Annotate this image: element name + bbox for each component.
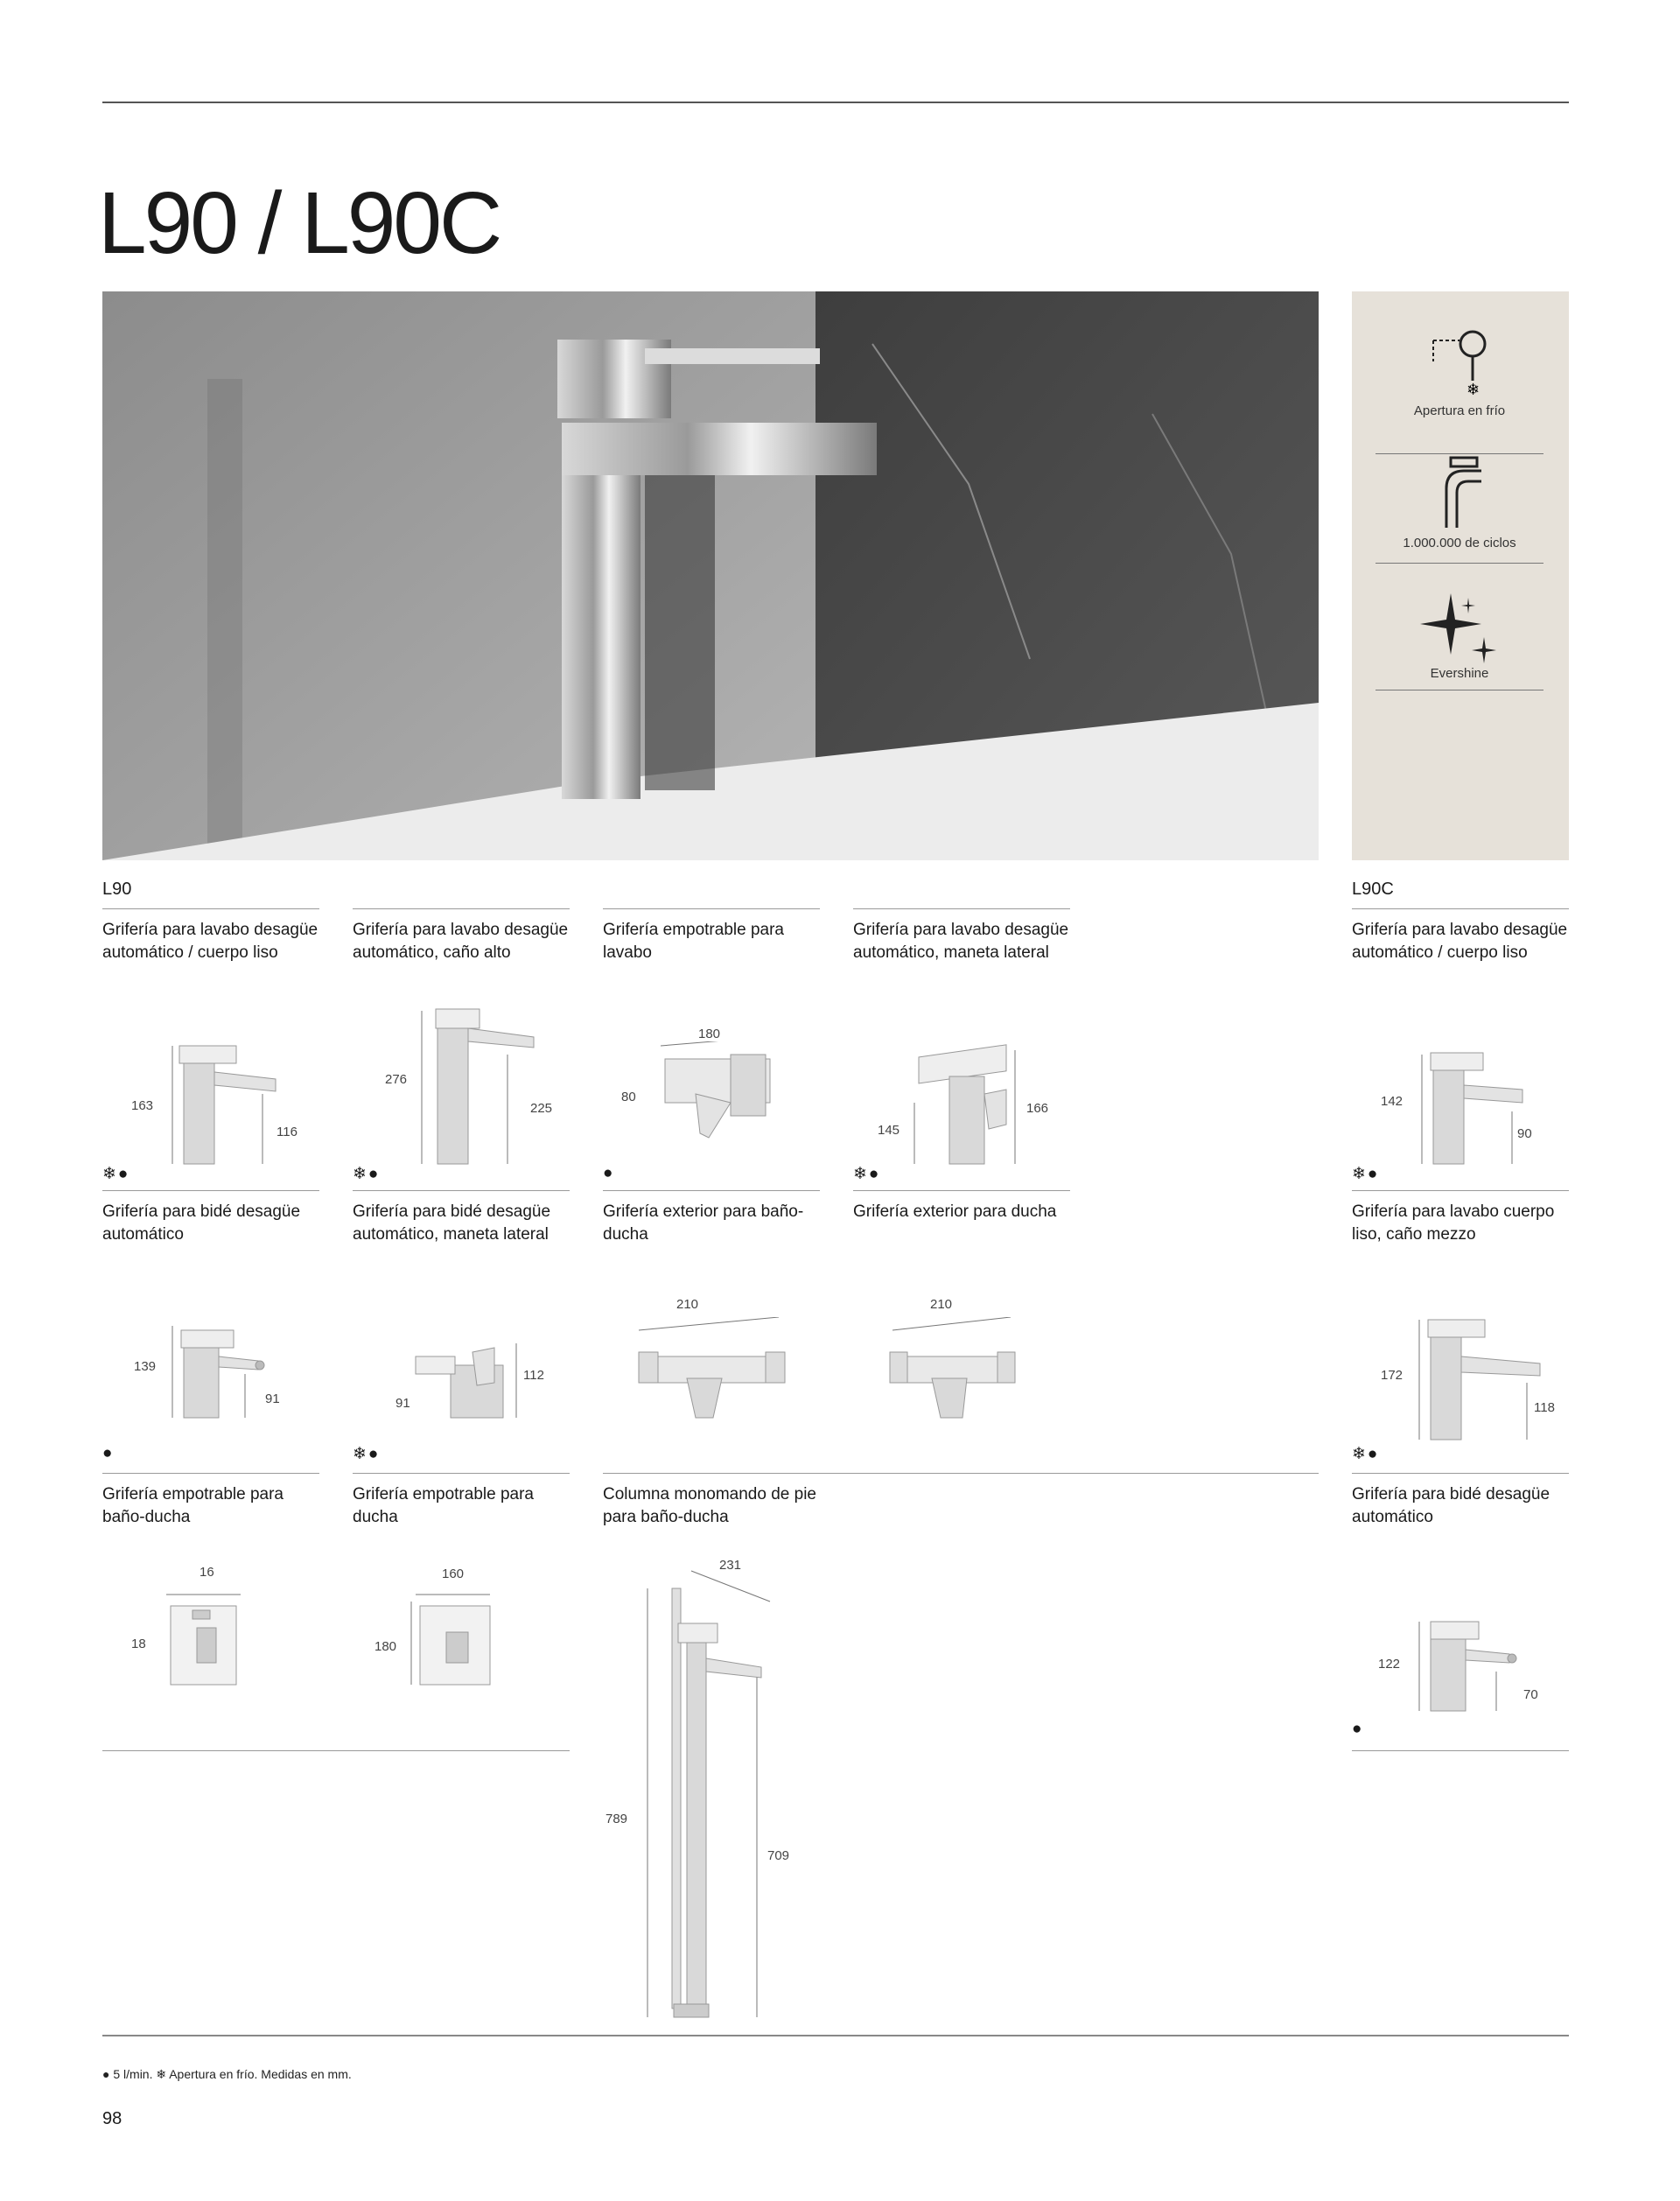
product-drawing xyxy=(1409,1615,1531,1715)
row-rule xyxy=(353,1190,570,1191)
row-rule xyxy=(1352,908,1569,909)
dimension-label: 139 xyxy=(134,1359,157,1374)
product-title: Grifería exterior para ducha xyxy=(853,1202,1057,1221)
dimension-label: 163 xyxy=(131,1098,154,1113)
product-drawing xyxy=(652,1041,783,1146)
dimension-label: 709 xyxy=(767,1848,790,1863)
row-rule xyxy=(603,1190,820,1191)
dimension-label: 210 xyxy=(676,1297,699,1312)
feature-label: 1.000.000 de ciclos xyxy=(1403,536,1516,550)
product-title: Grifería empotrable para ducha xyxy=(353,1485,534,1526)
product-drawing xyxy=(906,1041,1037,1168)
row-rule xyxy=(102,1473,319,1474)
product-drawing xyxy=(162,1037,284,1168)
product-drawing xyxy=(158,1593,254,1689)
product-feature-icons: ❄● xyxy=(353,1165,381,1183)
dimension-label: 145 xyxy=(878,1123,900,1138)
footer-note: ● 5 l/min. ❄ Apertura en frío. Medidas en mm. xyxy=(102,2067,352,2081)
product-title: Grifería para lavabo desagüe automático, maneta lateral xyxy=(853,921,1069,962)
product-drawing xyxy=(1409,1046,1531,1168)
product-drawing xyxy=(407,1335,529,1426)
row-rule xyxy=(1352,1190,1569,1191)
dimension-label: 180 xyxy=(698,1027,721,1041)
dimension-label: 172 xyxy=(1381,1368,1404,1383)
row-rule xyxy=(102,1190,319,1191)
dimension-label: 91 xyxy=(265,1391,280,1406)
dimension-label: 210 xyxy=(930,1297,953,1312)
product-title: Grifería exterior para baño-ducha xyxy=(603,1202,804,1244)
row-rule xyxy=(603,908,820,909)
product-title: Grifería para lavabo cuerpo liso, caño mezzo xyxy=(1352,1202,1555,1244)
cold-start-icon xyxy=(1424,326,1494,395)
product-feature-icons: ❄● xyxy=(853,1165,881,1183)
product-title: Grifería para bidé desagüe automático xyxy=(1352,1485,1550,1526)
product-feature-icons: ❄● xyxy=(1352,1445,1380,1463)
row-rule xyxy=(853,1190,1070,1191)
product-title: Grifería para lavabo desagüe automático / cuerpo liso xyxy=(1352,921,1568,962)
footer-note-text: 5 l/min. ❄ Apertura en frío. Medidas en mm. xyxy=(113,2067,352,2081)
dimension-label: 90 xyxy=(1517,1126,1532,1141)
dimension-label: 231 xyxy=(719,1558,742,1573)
top-rule xyxy=(102,102,1569,103)
dimension-label: 112 xyxy=(523,1368,544,1383)
series-label-l90c: L90C xyxy=(1352,880,1394,899)
row-rule xyxy=(102,1750,570,1751)
product-feature-icons: ● xyxy=(603,1164,615,1182)
dimension-label: 80 xyxy=(621,1090,636,1104)
feature-cycles xyxy=(1376,453,1544,550)
series-label-l90: L90 xyxy=(102,880,132,899)
row-rule xyxy=(1352,1473,1569,1474)
product-title: Grifería para bidé desagüe automático, maneta lateral xyxy=(353,1202,551,1244)
faucet-cycles-icon xyxy=(1429,453,1490,532)
row-rule xyxy=(603,1473,1319,1474)
feature-label: Evershine xyxy=(1430,666,1489,681)
dimension-label: 789 xyxy=(606,1812,628,1826)
dimension-label: 166 xyxy=(1026,1101,1049,1116)
dimension-label: 70 xyxy=(1523,1687,1538,1702)
product-title: Grifería empotrable para baño-ducha xyxy=(102,1485,284,1526)
dimension-label: 91 xyxy=(396,1396,410,1411)
bottom-rule xyxy=(102,2035,1569,2036)
product-title: Grifería para lavabo desagüe automático, caño alto xyxy=(353,921,569,962)
product-feature-icons: ● xyxy=(102,1444,115,1462)
dimension-label: 160 xyxy=(442,1567,465,1581)
product-title: Grifería empotrable para lavabo xyxy=(603,921,784,962)
row-rule xyxy=(102,908,319,909)
row-rule xyxy=(353,1473,570,1474)
product-drawing xyxy=(407,1593,503,1689)
product-title: Grifería para lavabo desagüe automático / cuerpo liso xyxy=(102,921,318,962)
dimension-label: 18 xyxy=(131,1637,146,1651)
page-number: 98 xyxy=(102,2109,122,2128)
product-title: Columna monomando de pie para baño-ducha xyxy=(603,1485,816,1526)
svg-text:❄: ❄ xyxy=(1466,381,1480,395)
product-drawing xyxy=(1409,1313,1549,1444)
product-drawing xyxy=(634,1317,792,1426)
product-drawing xyxy=(888,1317,1019,1426)
dimension-label: 225 xyxy=(530,1101,553,1116)
row-rule xyxy=(353,908,570,909)
dimension-label: 118 xyxy=(1534,1400,1555,1415)
product-feature-icons: ❄● xyxy=(102,1165,130,1183)
row-rule xyxy=(853,908,1070,909)
features-panel xyxy=(1352,291,1569,860)
feature-cold-start xyxy=(1376,326,1544,418)
product-title: Grifería para bidé desagüe automático xyxy=(102,1202,301,1244)
feature-evershine xyxy=(1376,589,1544,681)
dimension-label: 180 xyxy=(374,1639,397,1654)
dimension-label: 16 xyxy=(200,1565,214,1580)
page-title: L90 / L90C xyxy=(98,174,500,272)
dimension-label: 276 xyxy=(385,1072,408,1087)
product-drawing xyxy=(411,1002,542,1168)
product-feature-icons: ❄● xyxy=(1352,1165,1380,1183)
hero-photo xyxy=(102,291,1319,860)
feature-label: Apertura en frío xyxy=(1413,403,1506,418)
product-feature-icons: ● xyxy=(1352,1720,1364,1738)
product-drawing xyxy=(162,1321,284,1422)
sparkle-icon xyxy=(1416,589,1503,668)
dimension-label: 116 xyxy=(276,1125,298,1139)
row-rule xyxy=(1352,1750,1569,1751)
dimension-label: 122 xyxy=(1378,1657,1401,1672)
product-feature-icons: ❄● xyxy=(353,1445,381,1463)
product-drawing xyxy=(639,1562,796,2022)
dimension-label: 142 xyxy=(1381,1094,1404,1109)
